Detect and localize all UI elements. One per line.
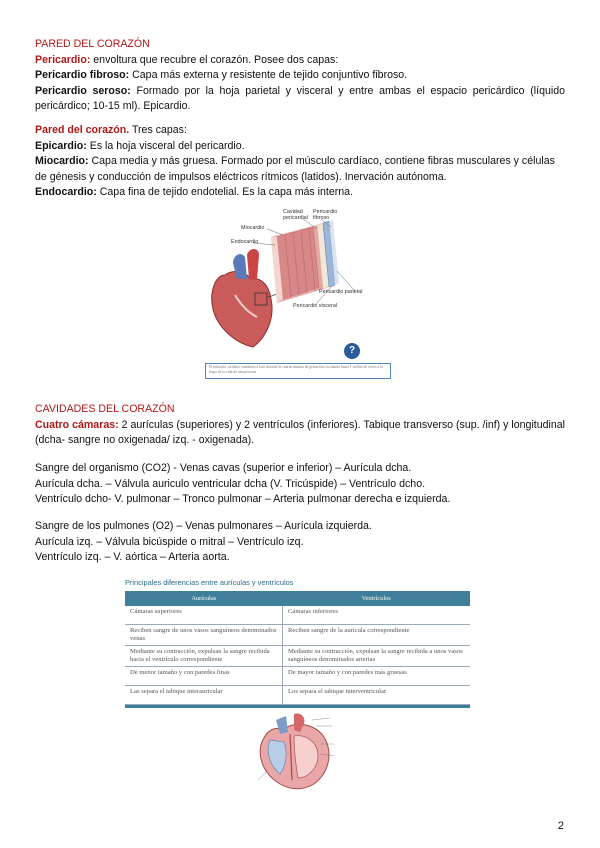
paragraph: [35, 418, 565, 449]
table-cell: Cámaras inferiores: [283, 606, 471, 625]
page-number: 2: [557, 820, 564, 832]
table-cell: Los separa el tabique interventricular: [283, 686, 471, 705]
table-cell: Cámaras superiores: [125, 606, 283, 625]
heart-cavities-illustration: [250, 710, 352, 794]
term-text: Es la hoja visceral del pericardio.: [86, 139, 245, 152]
term-text: envoltura que recubre el corazón. Posee dos capas:: [90, 53, 339, 66]
oxygenated-flow: [35, 519, 565, 566]
term-label: Endocardio:: [35, 186, 97, 198]
term-label: Pericardio fibroso:: [35, 69, 130, 81]
flow-line: Aurícula dcha. – Válvula auriculo ventricular dcha (V. Tricúspide) – Ventrículo dcho.: [35, 477, 426, 490]
section-title: [35, 123, 565, 139]
figure-label-visceral: Pericardio visceral: [293, 303, 338, 309]
figure-label-miocardio: Miocardio: [241, 225, 265, 231]
pericardium-section: [35, 37, 565, 115]
paragraph: [35, 53, 565, 69]
paragraph: [35, 68, 565, 84]
term-label: Pericardio seroso:: [35, 84, 131, 97]
term-label: Pericardio:: [35, 53, 91, 66]
table-cell: Reciben sangre de unos vasos sanguíneos denominados venas: [125, 625, 283, 646]
heart-wall-illustration: [205, 205, 395, 383]
figure-label-endocardio: Endocardio: [231, 239, 259, 245]
title-rest: Tres capas:: [129, 124, 187, 136]
table-cell: Las separa el tabique interauricular: [125, 686, 283, 705]
paragraph: [35, 139, 565, 155]
figure-caption-box: [205, 363, 391, 379]
heart-wall-figure: [205, 205, 395, 383]
flow-line: Ventrículo dcho- V. pulmonar – Tronco pulmonar – Arteria pulmonar derecha e izquierda.: [35, 493, 451, 505]
paragraph: [35, 84, 565, 115]
table-cell: Mediante su contracción, expulsan la sangre recibida hacia el ventrículo correspondiente: [125, 646, 283, 667]
deoxygenated-flow: [35, 461, 565, 508]
term-text: Capa más externa y resistente de tejido conjuntivo fibroso.: [129, 69, 408, 81]
table-cell: De menor tamaño y con paredes finas: [125, 667, 283, 686]
flow-line: Ventrículo izq. – V. aórtica – Arteria aorta.: [35, 551, 230, 563]
cavities-section: [35, 402, 565, 449]
figure-label-fibroso: Pericardio fibroso: [313, 209, 338, 221]
table-row: [125, 646, 470, 667]
term-text: Capa media y más gruesa. Formado por el músculo cardíaco, contiene fibras musculares y células de génesis y conducción de impulsos eléctricos rítmicos (latidos). Inervación autónoma.: [35, 155, 555, 183]
table-header-row: [125, 591, 470, 606]
help-icon[interactable]: ?: [344, 343, 360, 359]
title-bold: Pared del corazón.: [35, 124, 130, 136]
term-text: Capa fina de tejido endotelial. Es la capa más interna.: [96, 186, 353, 198]
term-label: Cuatro cámaras:: [35, 418, 119, 431]
comparison-table: [125, 591, 470, 705]
table-cell: Reciben sangre de la aurícula correspondiente: [283, 625, 471, 646]
figure-label-cavidad: Cavidad pericardial: [283, 209, 308, 221]
comparison-table-figure: [125, 578, 470, 700]
term-label: Miocardio:: [35, 155, 89, 167]
term-label: Epicardio:: [35, 139, 87, 152]
heart-cavities-figure: [250, 710, 352, 794]
table-header: Aurículas: [125, 591, 283, 606]
table-bottom-rule: [125, 705, 470, 708]
section-title: CAVIDADES DEL CORAZÓN: [35, 403, 175, 415]
flow-line: Aurícula izq. – Válvula bicúspide o mitral – Ventrículo izq.: [35, 535, 304, 548]
table-cell: De mayor tamaño y con paredes más gruesas: [283, 667, 471, 686]
flow-line: Sangre de los pulmones (O2) – Venas pulmonares – Aurícula izquierda.: [35, 520, 372, 532]
paragraph: [35, 185, 565, 201]
table-header: Ventrículos: [283, 591, 471, 606]
table-row: [125, 686, 470, 705]
section-title: PARED DEL CORAZÓN: [35, 38, 150, 50]
figure-caption: El músculo cardíaco comienza a latir durante la cuarta semana de gestación, oscilando hasta 1 millón de veces a lo largo de la vida de una persona.: [209, 365, 383, 374]
table-row: [125, 606, 470, 625]
table-caption: Principales diferencias entre aurículas y ventrículos: [125, 578, 294, 587]
figure-label-parietal: Pericardio parietal: [319, 289, 363, 295]
table-cell: Mediante su contracción, expulsan la sangre recibida a unos vasos sanguíneos denominados arterias: [283, 646, 471, 667]
table-row: [125, 625, 470, 646]
term-text: Formado por la hoja parietal y visceral y entre ambas el espacio pericárdico (líquido pericárdico; 10-15 ml). Epicardio.: [35, 84, 565, 112]
flow-line: Sangre del organismo (CO2) - Venas cavas (superior e inferior) – Aurícula dcha.: [35, 462, 412, 474]
term-text: 2 aurículas (superiores) y 2 ventrículos (inferiores). Tabique transverso (sup. /inf) y longitudinal (dcha- sangre no oxigenada/ izq. - oxigenada).: [35, 418, 566, 446]
table-row: [125, 667, 470, 686]
paragraph: [35, 154, 565, 185]
heart-wall-section: [35, 123, 565, 201]
